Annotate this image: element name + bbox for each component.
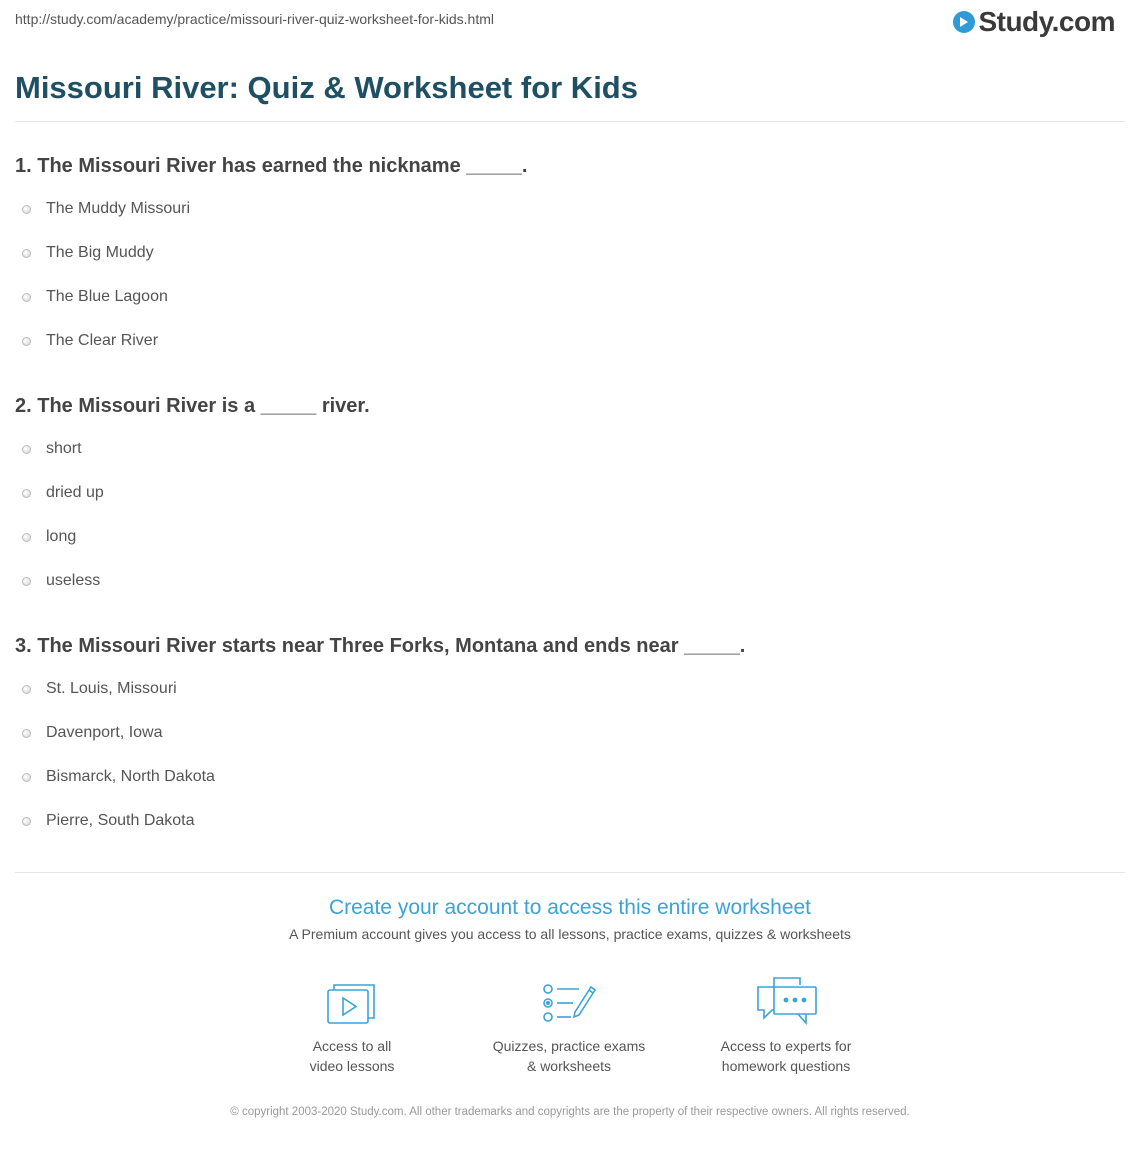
radio-button[interactable] bbox=[22, 205, 31, 214]
copyright-notice: © copyright 2003-2020 Study.com. All other trademarks and copyrights are the property of their respective owners. All rights reserved. bbox=[230, 1106, 910, 1118]
radio-button[interactable] bbox=[22, 249, 31, 258]
radio-button[interactable] bbox=[22, 729, 31, 738]
question-3: 3. The Missouri River starts near Three Forks, Montana and ends near _____. bbox=[15, 635, 746, 657]
feature-video-lessons bbox=[257, 976, 447, 1076]
feature-label: Quizzes, practice exams & worksheets bbox=[492, 1038, 646, 1074]
option-label: useless bbox=[46, 572, 101, 589]
chat-bubbles-icon bbox=[691, 976, 881, 1026]
option-label: The Clear River bbox=[46, 332, 159, 349]
answer-option[interactable] bbox=[22, 288, 168, 306]
feature-label: Access to all video lessons bbox=[309, 1038, 395, 1074]
title-divider bbox=[15, 121, 1125, 122]
answer-option[interactable] bbox=[22, 244, 154, 262]
feature-experts bbox=[691, 976, 881, 1076]
option-label: The Blue Lagoon bbox=[46, 288, 168, 305]
option-label: The Big Muddy bbox=[46, 244, 154, 261]
quiz-checklist-icon bbox=[474, 976, 664, 1026]
option-label: short bbox=[46, 440, 82, 457]
question-2: 2. The Missouri River is a _____ river. bbox=[15, 395, 370, 417]
page-url: http://study.com/academy/practice/missouri-river-quiz-worksheet-for-kids.html bbox=[15, 11, 494, 27]
answer-option[interactable] bbox=[22, 484, 104, 502]
page-title: Missouri River: Quiz & Worksheet for Kids bbox=[15, 70, 638, 105]
option-label: Bismarck, North Dakota bbox=[46, 768, 215, 785]
answer-option[interactable] bbox=[22, 332, 158, 350]
radio-button[interactable] bbox=[22, 577, 31, 586]
feature-label: Access to experts for homework questions bbox=[720, 1038, 852, 1074]
radio-button[interactable] bbox=[22, 533, 31, 542]
option-label: Pierre, South Dakota bbox=[46, 812, 195, 829]
radio-button[interactable] bbox=[22, 293, 31, 302]
radio-button[interactable] bbox=[22, 773, 31, 782]
option-label: Davenport, Iowa bbox=[46, 724, 163, 741]
feature-quizzes bbox=[474, 976, 664, 1076]
option-label: dried up bbox=[46, 484, 104, 501]
premium-description: A Premium account gives you access to all lessons, practice exams, quizzes & worksheets bbox=[289, 926, 851, 942]
radio-button[interactable] bbox=[22, 489, 31, 498]
answer-option[interactable] bbox=[22, 440, 82, 458]
study-logo[interactable] bbox=[953, 6, 1115, 38]
create-account-link[interactable]: Create your account to access this entire worksheet bbox=[328, 896, 812, 919]
option-label: St. Louis, Missouri bbox=[46, 680, 177, 697]
option-label: The Muddy Missouri bbox=[46, 200, 191, 217]
radio-button[interactable] bbox=[22, 817, 31, 826]
answer-option[interactable] bbox=[22, 680, 177, 698]
video-lessons-icon bbox=[257, 976, 447, 1026]
radio-button[interactable] bbox=[22, 445, 31, 454]
radio-button[interactable] bbox=[22, 337, 31, 346]
answer-option[interactable] bbox=[22, 528, 76, 546]
answer-option[interactable] bbox=[22, 572, 100, 590]
answer-option[interactable] bbox=[22, 812, 195, 830]
answer-option[interactable] bbox=[22, 200, 190, 218]
option-label: long bbox=[46, 528, 77, 545]
answer-option[interactable] bbox=[22, 724, 163, 742]
play-logo-icon bbox=[953, 11, 975, 33]
radio-button[interactable] bbox=[22, 685, 31, 694]
section-divider bbox=[15, 872, 1125, 873]
answer-option[interactable] bbox=[22, 768, 215, 786]
logo-wordmark: Study.com bbox=[978, 6, 1115, 37]
question-1: 1. The Missouri River has earned the nickname _____. bbox=[15, 155, 528, 177]
